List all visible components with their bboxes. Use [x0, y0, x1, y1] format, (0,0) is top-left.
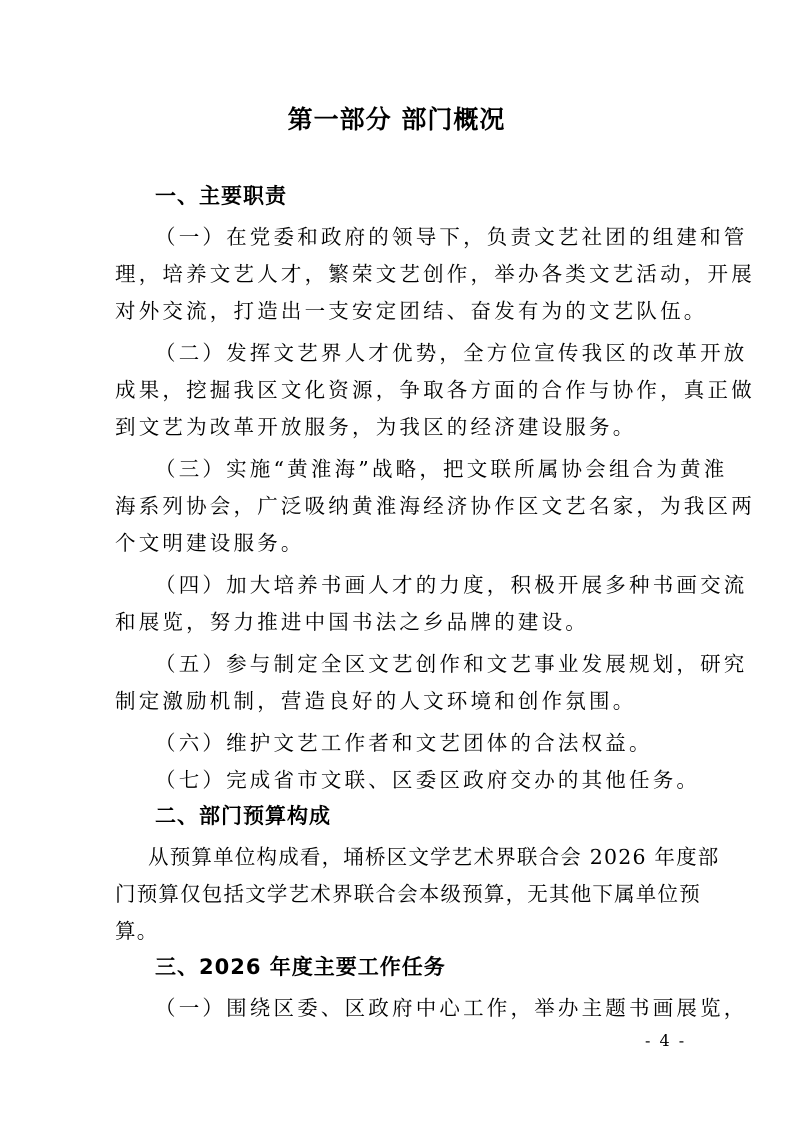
- section-heading-budget-composition: 二、部门预算构成: [155, 804, 331, 828]
- paragraph-line: 门预算仅包括文学艺术界联合会本级预算，无其他下属单位预: [115, 882, 701, 906]
- page-title: 第一部分 部门概况: [287, 105, 506, 134]
- paragraph-line: 海系列协会，广泛吸纳黄淮海经济协作区文艺名家，为我区两: [115, 494, 755, 518]
- paragraph-line: （三）实施“黄淮海”战略，把文联所属协会组合为黄淮: [155, 457, 728, 481]
- paragraph-line: 从预算单位构成看，埇桥区文学艺术界联合会 2026 年度部: [148, 845, 720, 869]
- paragraph-line: 制定激励机制，营造良好的人文环境和创作氛围。: [115, 689, 637, 713]
- paragraph-line: 理，培养文艺人才，繁荣文艺创作，举办各类文艺活动，开展: [115, 262, 755, 286]
- section-heading-responsibilities: 一、主要职责: [155, 184, 287, 208]
- section-heading-main-tasks: 三、2026 年度主要工作任务: [155, 955, 446, 979]
- paragraph-line: （六）维护文艺工作者和文艺团体的合法权益。: [155, 731, 653, 755]
- paragraph-line: 和展览，努力推进中国书法之乡品牌的建设。: [115, 610, 589, 634]
- paragraph-line: 到文艺为改革开放服务，为我区的经济建设服务。: [115, 415, 637, 439]
- paragraph-line: （二）发挥文艺界人才优势，全方位宣传我区的改革开放: [155, 341, 748, 365]
- paragraph-line: （七）完成省市文联、区委区政府交办的其他任务。: [155, 768, 701, 792]
- paragraph-line: （四）加大培养书画人才的力度，积极开展多种书画交流: [155, 573, 748, 597]
- paragraph-line: （五）参与制定全区文艺创作和文艺事业发展规划，研究: [155, 652, 748, 676]
- paragraph-line: （一）围绕区委、区政府中心工作，举办主题书画展览，: [155, 996, 748, 1020]
- paragraph-line: 成果，挖掘我区文化资源，争取各方面的合作与协作，真正做: [115, 378, 755, 402]
- paragraph-line: 对外交流，打造出一支安定团结、奋发有为的文艺队伍。: [115, 299, 708, 323]
- paragraph-line: 个文明建设服务。: [115, 531, 305, 555]
- paragraph-line: （一）在党委和政府的领导下，负责文艺社团的组建和管: [155, 225, 748, 249]
- paragraph-line: 算。: [115, 919, 159, 943]
- page-number: - 4 -: [645, 1031, 687, 1050]
